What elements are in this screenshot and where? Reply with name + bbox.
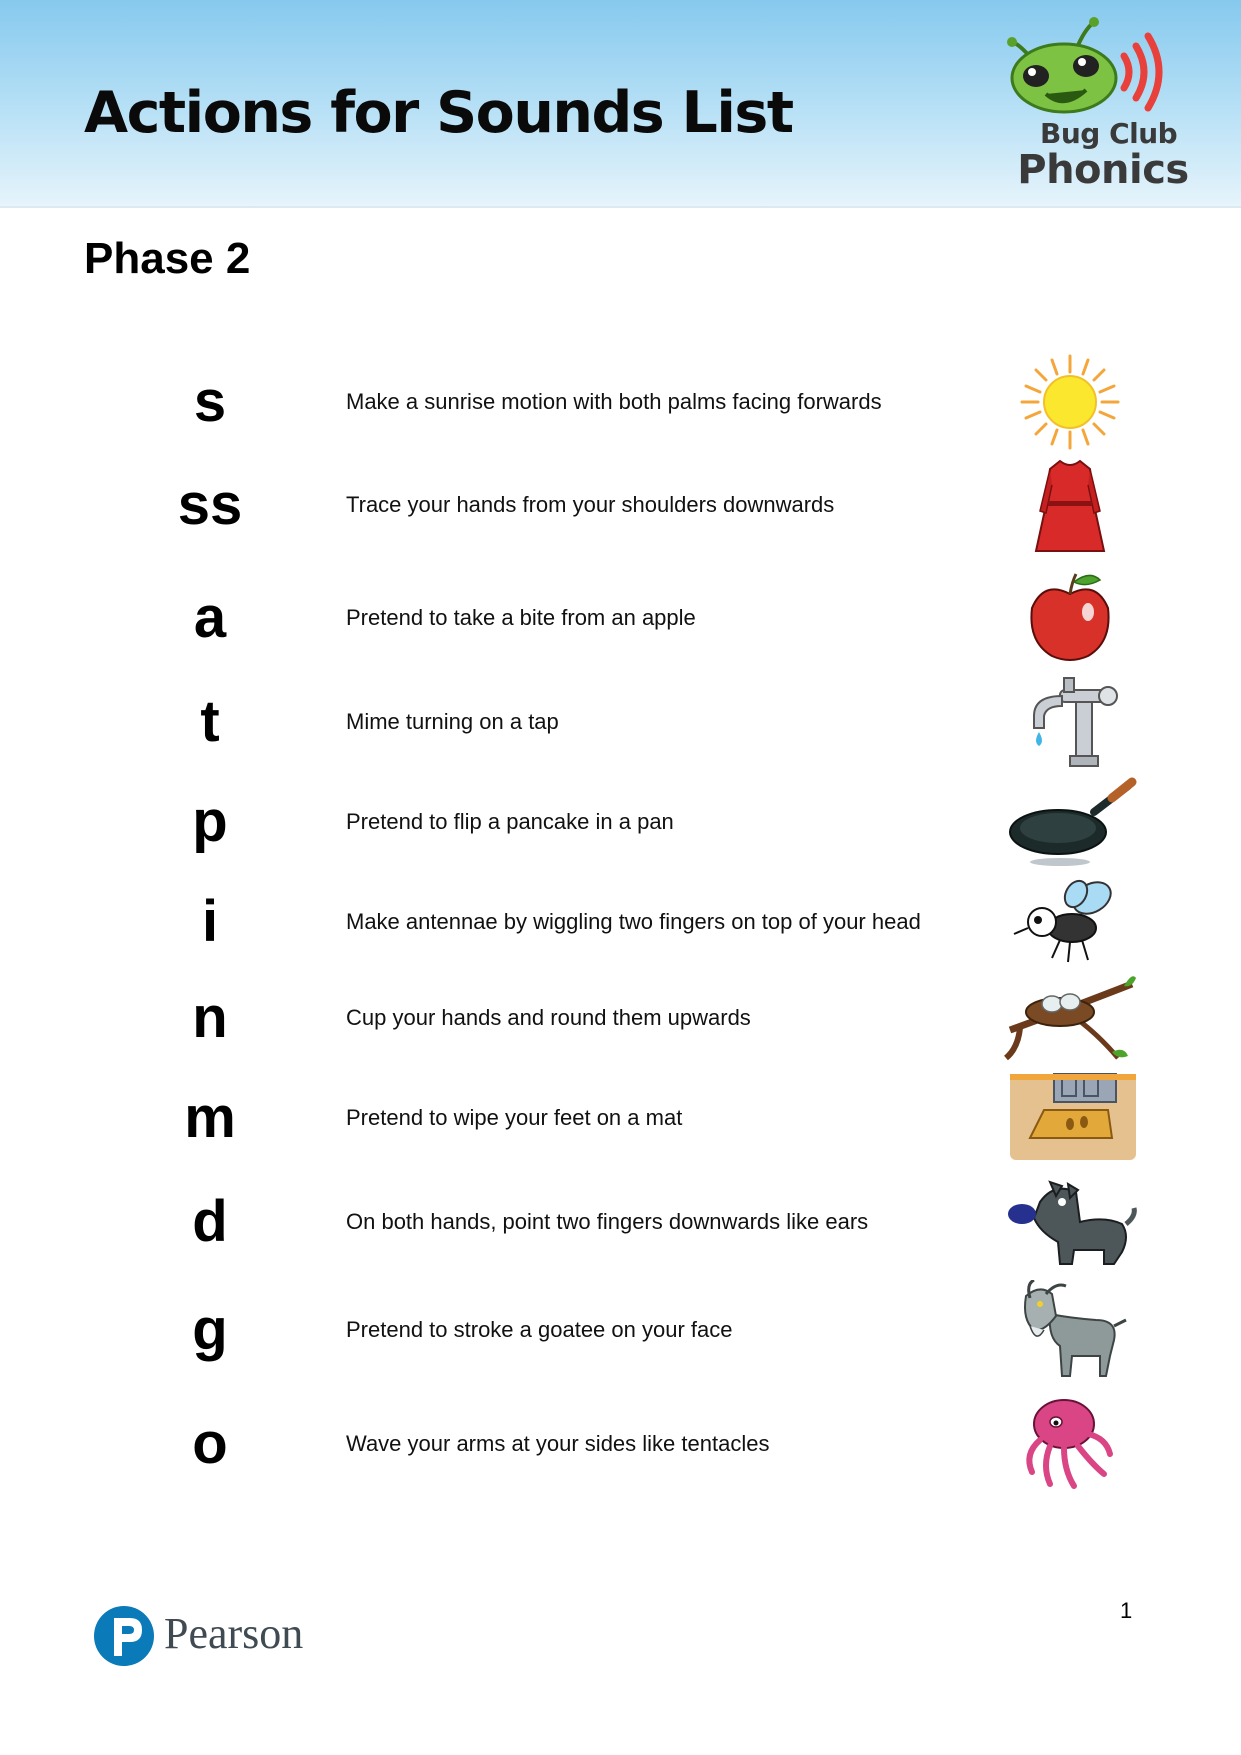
logo-text-bug-club: Bug Club bbox=[1040, 117, 1178, 150]
dress-icon bbox=[1000, 455, 1140, 555]
pearson-wordmark: Pearson bbox=[164, 1609, 304, 1658]
mat-icon bbox=[1000, 1068, 1140, 1168]
action-text: On both hands, point two fingers downwards like ears bbox=[346, 1209, 869, 1234]
sound-row bbox=[0, 1068, 1241, 1168]
sound-row bbox=[0, 568, 1241, 668]
sound-row bbox=[0, 672, 1241, 772]
sound-letter: ss bbox=[177, 472, 243, 537]
sound-letter: p bbox=[192, 789, 228, 854]
logo-text-phonics: Phonics bbox=[1017, 147, 1189, 193]
apple-icon bbox=[1000, 568, 1140, 668]
nest-icon bbox=[1000, 968, 1140, 1068]
action-text: Trace your hands from your shoulders downwards bbox=[346, 492, 835, 517]
action-text: Pretend to take a bite from an apple bbox=[346, 605, 696, 630]
sound-letter: m bbox=[184, 1085, 236, 1150]
action-text: Make antennae by wiggling two fingers on top of your head bbox=[346, 909, 921, 934]
action-text: Cup your hands and round them upwards bbox=[346, 1005, 751, 1030]
sound-row bbox=[0, 968, 1241, 1068]
action-text: Pretend to flip a pancake in a pan bbox=[346, 809, 674, 834]
sound-row bbox=[0, 1172, 1241, 1272]
sound-row bbox=[0, 1280, 1241, 1380]
pan-icon bbox=[1000, 772, 1140, 872]
sound-letter: s bbox=[193, 369, 227, 434]
action-text: Pretend to wipe your feet on a mat bbox=[346, 1105, 683, 1130]
sound-row bbox=[0, 455, 1241, 555]
action-text: Pretend to stroke a goatee on your face bbox=[346, 1317, 733, 1342]
sound-row bbox=[0, 872, 1241, 972]
sound-letter: g bbox=[192, 1297, 228, 1362]
action-text: Wave your arms at your sides like tentacles bbox=[346, 1431, 770, 1456]
tap-icon bbox=[1000, 672, 1140, 772]
action-text: Make a sunrise motion with both palms facing forwards bbox=[346, 389, 882, 414]
insect-icon bbox=[1000, 872, 1140, 972]
phase-heading: Phase 2 bbox=[84, 234, 251, 283]
octopus-icon bbox=[1000, 1394, 1140, 1494]
sound-row bbox=[0, 1394, 1241, 1494]
goat-icon bbox=[1000, 1280, 1140, 1380]
page-title: Actions for Sounds List bbox=[84, 80, 793, 146]
action-text: Mime turning on a tap bbox=[346, 709, 559, 734]
page-number: 1 bbox=[1120, 1598, 1133, 1623]
sound-letter: o bbox=[192, 1411, 228, 1476]
dog-icon bbox=[1000, 1172, 1140, 1272]
sound-letter: n bbox=[192, 985, 228, 1050]
sound-letter: i bbox=[201, 889, 219, 954]
sound-row bbox=[0, 352, 1241, 452]
sound-row bbox=[0, 772, 1241, 872]
sound-letter: a bbox=[193, 585, 227, 650]
sun-icon bbox=[1000, 352, 1140, 452]
sound-letter: t bbox=[200, 689, 220, 754]
sound-letter: d bbox=[192, 1189, 228, 1254]
